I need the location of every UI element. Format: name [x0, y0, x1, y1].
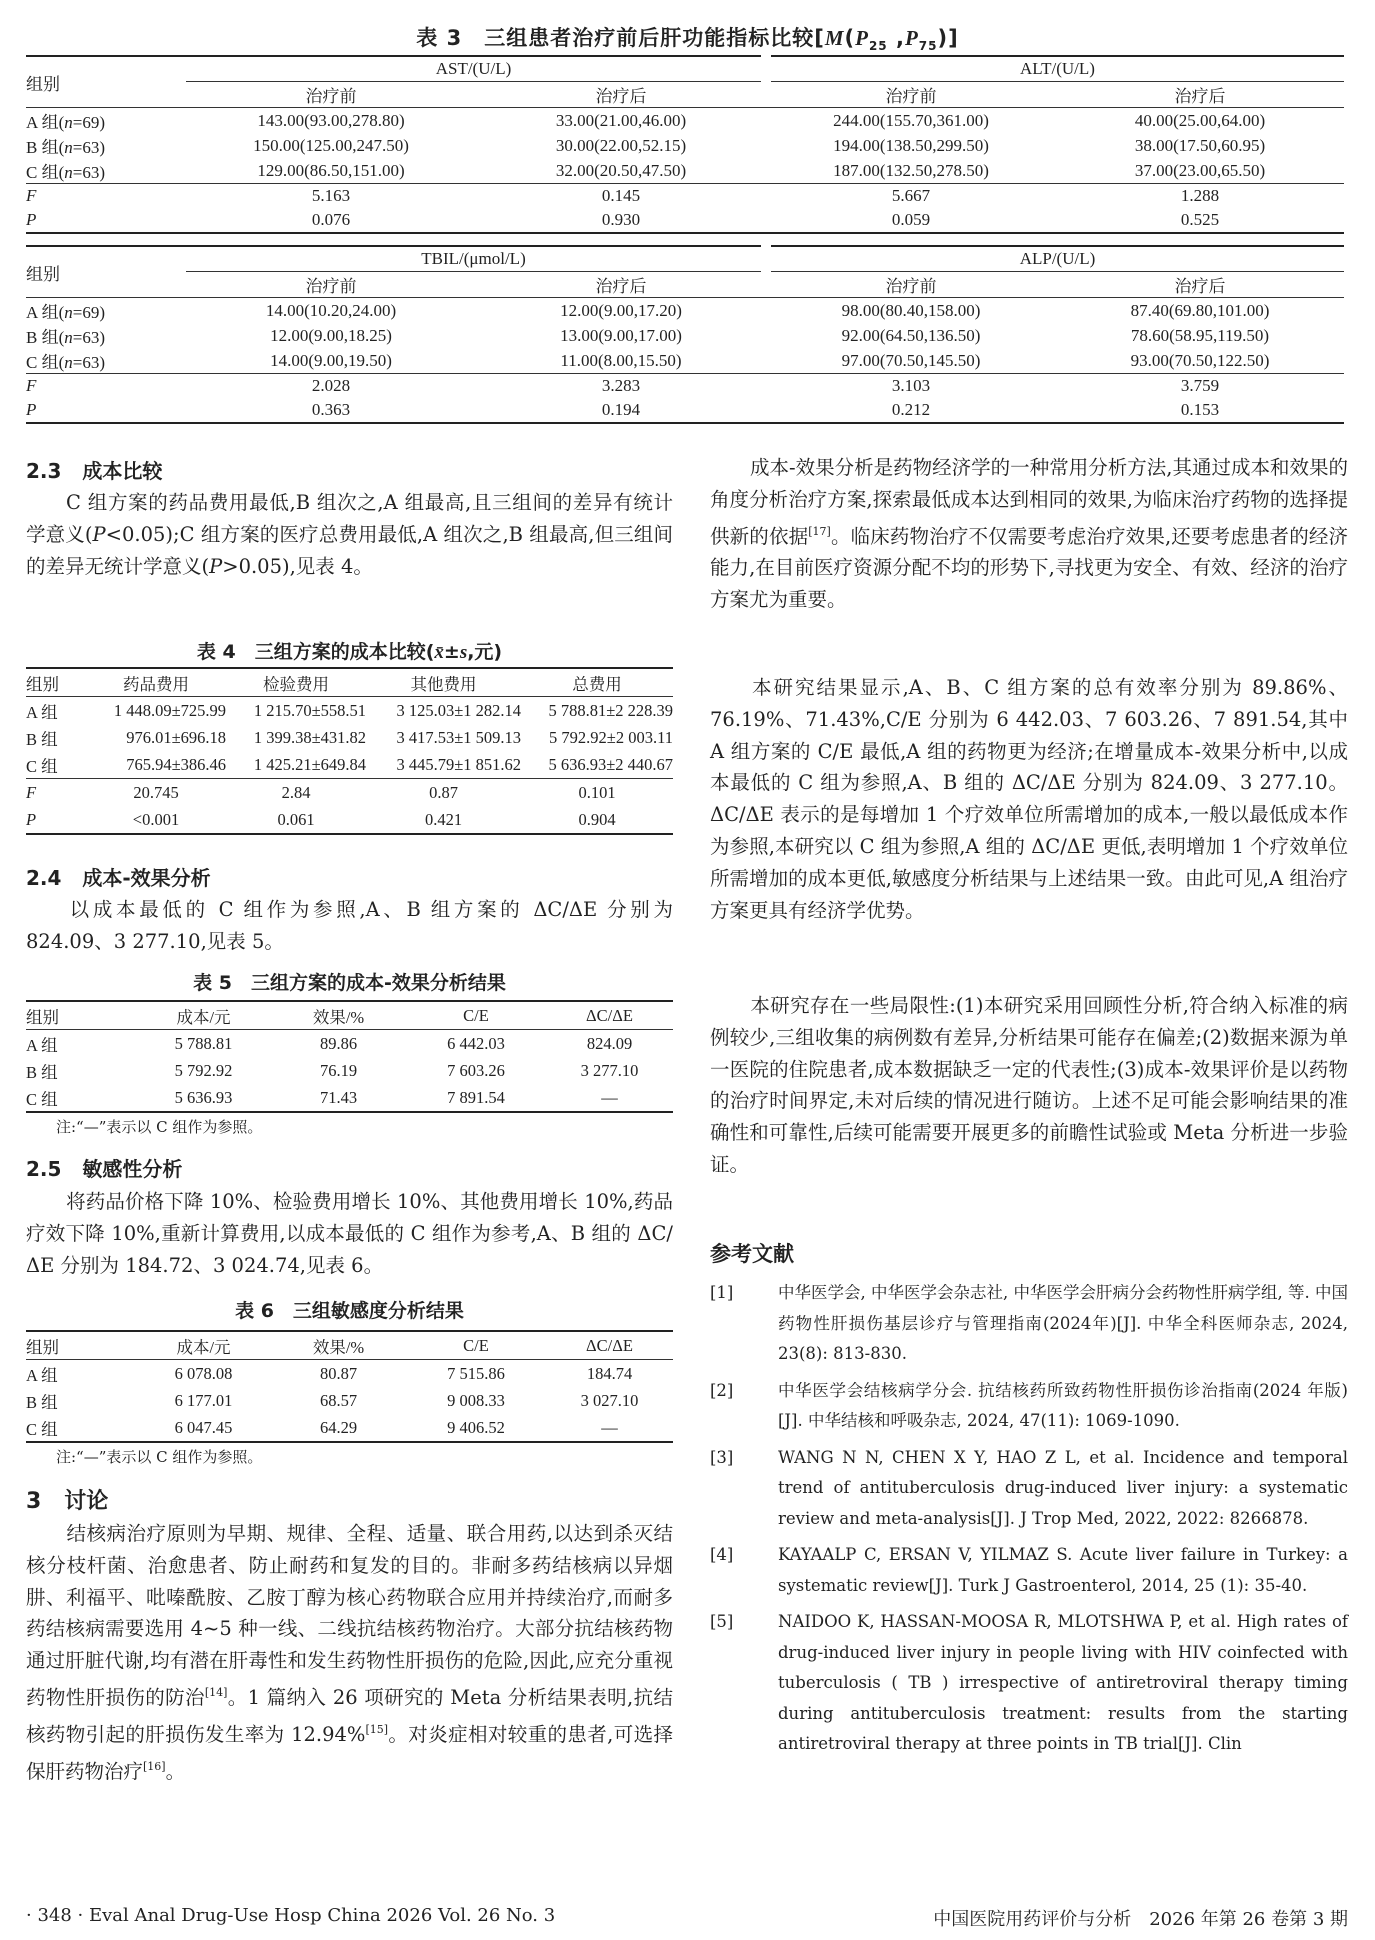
cell: 0.421 [424, 809, 463, 829]
cell: 9 406.52 [447, 1417, 505, 1437]
cell: 187.00(132.50,278.50) [833, 160, 989, 180]
cell: 14.00(10.20,24.00) [265, 300, 397, 320]
cell: — [601, 1087, 618, 1107]
cell: 3.759 [1180, 376, 1220, 395]
cell: 0.059 [891, 210, 931, 229]
cell: 2.84 [281, 782, 311, 802]
cell: 6 177.01 [174, 1390, 233, 1410]
cell: 0.363 [311, 400, 351, 419]
table5 [26, 1000, 673, 1113]
row-label: F [26, 782, 37, 802]
row-label: B 组 [26, 1062, 58, 1082]
table-row [26, 724, 673, 751]
metric-header: TBIL/(μmol/L) [186, 246, 766, 272]
cell: 1 215.70±558.51 [253, 700, 366, 720]
table-row [26, 1084, 673, 1112]
group-header: 组别 [26, 264, 60, 284]
citation: [17] [808, 524, 831, 538]
row-label: A 组(n=69) [26, 303, 105, 322]
table3-block1 [26, 55, 1344, 234]
cell: 0.145 [601, 186, 641, 205]
table-row [26, 1387, 673, 1414]
table5-note: 注:“—”表示以 C 组作为参照。 [56, 1118, 263, 1136]
cell: 40.00(25.00,64.00) [1134, 110, 1266, 130]
cell: <0.001 [132, 809, 180, 829]
cell: 5.163 [311, 186, 351, 205]
section-2-3-heading: 2.3 成本比较 [26, 459, 163, 483]
stat-row [26, 374, 1344, 399]
discussion-paragraph-3: 本研究存在一些局限性:(1)本研究采用回顾性分析,符合纳入标准的病例较少,三组收集的病例数有差异,分析结果可能存在偏差;(2)数据来源为单一医院的住院患者,成本数据缺乏一定的代表性;(3)成本-效果评价是以药物的治疗时间界定,未对后续的情况进行随访。上述不足可能会影响结果的准确性和可靠性,后续可能需要开展更多的前瞻性试验或 Meta 分析进一步验证。 [710, 994, 1348, 1176]
cell: 64.29 [319, 1417, 358, 1437]
metric-header: ALT/(U/L) [766, 56, 1344, 82]
table-row [26, 1057, 673, 1084]
table6-note: 注:“—”表示以 C 组作为参照。 [56, 1448, 263, 1466]
cell: 78.60(58.95,119.50) [1130, 325, 1270, 345]
sub-header: 治疗后 [1174, 277, 1226, 296]
row-label: F [26, 186, 37, 205]
cell: 93.00(70.50,122.50) [1130, 350, 1270, 370]
column-header: 组别 [26, 1337, 59, 1357]
row-label: P [26, 210, 37, 229]
column-header: 总费用 [572, 674, 622, 694]
cell: 3.103 [891, 376, 931, 395]
row-label: B 组(n=63) [26, 328, 105, 347]
row-label: P [26, 809, 37, 829]
row-label: C 组 [26, 756, 58, 776]
stat-row [26, 208, 1344, 233]
cell: 184.74 [586, 1363, 633, 1383]
section-2-4-paragraph: 以成本最低的 C 组作为参照,A、B 组方案的 ΔC/ΔE 分别为 824.09、3 277.10,见表 5。 [26, 898, 673, 953]
table4-title: 表 4 三组方案的成本比较(x̄±s,元) [196, 641, 503, 663]
cell: 5 792.92 [174, 1060, 233, 1080]
cell: 0.061 [277, 809, 315, 829]
cell: 244.00(155.70,361.00) [833, 110, 989, 130]
cell: 194.00(138.50,299.50) [833, 135, 989, 155]
cell: 37.00(23.00,65.50) [1134, 160, 1266, 180]
table5-title: 表 5 三组方案的成本-效果分析结果 [193, 972, 506, 994]
metric-header: ALP/(U/L) [766, 246, 1344, 272]
reference-item: [3] WANG N N, CHEN X Y, HAO Z L, et al. Incidence and temporal trend of antituberculosis drug-induced liver injury: a systematic review and meta-analysis[J]. J Trop Med, 2022, 2022: 8266878. [710, 1447, 1348, 1528]
table-row [26, 298, 1344, 324]
discussion-paragraph-2: 本研究结果显示,A、B、C 组方案的总有效率分别为 89.86%、76.19%、71.43%,C/E 分别为 6 442.03、7 603.26、7 891.54,其中 A 组方案的 C/E 最低,A 组的药物更为经济;在增量成本-效果分析中,以成本最低的 C 组为参照,A、B 组的 ΔC/ΔE 分别为 824.09、3 277.10。ΔC/ΔE 表示的是每增加 1 个疗效单位所需增加的成本,一般以最低成本作为参照,本研究以 C 组为参照,A 组的 ΔC/ΔE 更低,表明增加 1 个疗效单位所需增加的成本更低,敏感度分析结果与上述结果一致。由此可见,A 组治疗方案更具有经济学优势。 [710, 676, 1348, 922]
cell: 12.00(9.00,17.20) [560, 300, 682, 320]
section-3-paragraph: 结核病治疗原则为早期、规律、全程、适量、联合用药,以达到杀灭结核分枝杆菌、治愈患者、防止耐药和复发的目的。非耐多药结核病以异烟肼、利福平、吡嗪酰胺、乙胺丁醇为核心药物联合应用并持续治疗,而耐多药结核病需要选用 4~5 种一线、二线抗结核药物治疗。大部分抗结核药物通过肝脏代谢,均有潜在肝毒性和发生药物性肝损伤的危险,因此,应充分重视药物性肝损伤的防治[14]。1 篇纳入 26 项研究的 Meta 分析结果表明,抗结核药物引起的肝损伤发生率为 12.94%[15]。对炎症相对较重的患者,可选择保肝药物治疗[16]。 [26, 1522, 673, 1783]
cell: 87.40(69.80,101.00) [1130, 300, 1270, 320]
cell: 30.00(22.00,52.15) [555, 135, 687, 155]
stat-row [26, 806, 673, 834]
sub-header: 治疗后 [595, 87, 647, 106]
cell: 14.00(9.00,19.50) [270, 350, 392, 370]
column-header: 组别 [26, 1007, 59, 1027]
cell: 3 277.10 [580, 1060, 639, 1080]
reference-list [710, 1278, 1348, 1760]
cell: 976.01±696.18 [126, 727, 226, 747]
cell: 32.00(20.50,47.50) [555, 160, 687, 180]
column-header: 成本/元 [176, 1007, 231, 1027]
cell: 7 515.86 [447, 1363, 505, 1383]
citation: [16] [143, 1759, 166, 1773]
section-2-4-heading: 2.4 成本-效果分析 [26, 866, 211, 890]
row-label: B 组(n=63) [26, 138, 105, 157]
row-label: C 组 [26, 1419, 58, 1439]
table6-title: 表 6 三组敏感度分析结果 [235, 1300, 464, 1322]
cell: 7 891.54 [447, 1087, 505, 1107]
table3-block2 [26, 245, 1344, 424]
cell: 129.00(86.50,151.00) [257, 160, 405, 180]
cell: 5 636.93 [174, 1087, 233, 1107]
column-header: 其他费用 [410, 674, 477, 694]
section-2-5-heading: 2.5 敏感性分析 [26, 1157, 183, 1181]
cell: 71.43 [319, 1087, 358, 1107]
cell: 7 603.26 [447, 1060, 505, 1080]
sub-header: 治疗后 [595, 277, 647, 296]
cell: 5 788.81±2 228.39 [548, 700, 673, 720]
row-label: F [26, 376, 37, 395]
cell: 9 008.33 [447, 1390, 505, 1410]
cell: 5 788.81 [174, 1033, 233, 1053]
cell: 150.00(125.00,247.50) [253, 135, 409, 155]
cell: 143.00(93.00,278.80) [257, 110, 405, 130]
cell: 6 047.45 [174, 1417, 233, 1437]
metric-header: AST/(U/L) [186, 56, 766, 82]
section-3-heading: 3 讨论 [26, 1489, 109, 1514]
group-header: 组别 [26, 74, 60, 94]
column-header: C/E [463, 1335, 489, 1355]
footer-right: 中国医院用药评价与分析 2026 年第 26 卷第 3 期 [933, 1909, 1348, 1930]
cell: 0.101 [578, 782, 616, 802]
discussion-paragraph-1: 成本-效果分析是药物经济学的一种常用分析方法,其通过成本和效果的角度分析治疗方案,探索最低成本达到相同的效果,为临床治疗药物的选择提供新的依据[17]。临床药物治疗不仅需要考虑治疗效果,还要考虑患者的经济能力,在目前医疗资源分配不均的形势下,寻找更为安全、有效、经济的治疗方案尤为重要。 [710, 456, 1348, 612]
table6 [26, 1330, 673, 1443]
column-header: 效果/% [312, 1337, 365, 1357]
column-header: ΔC/ΔE [586, 1335, 633, 1355]
cell: 0.076 [311, 210, 351, 229]
table-row [26, 1030, 673, 1058]
table-row [26, 1414, 673, 1442]
row-label: B 组 [26, 1392, 58, 1412]
cell: 0.194 [601, 400, 641, 419]
cell: 92.00(64.50,136.50) [841, 325, 981, 345]
cell: 33.00(21.00,46.00) [555, 110, 687, 130]
row-label: B 组 [26, 729, 58, 749]
sub-header: 治疗前 [885, 87, 937, 106]
cell: 3 445.79±1 851.62 [396, 754, 521, 774]
cell: 3 027.10 [580, 1390, 639, 1410]
cell: 0.212 [891, 400, 931, 419]
reference-item: [1] 中华医学会, 中华医学会杂志社, 中华医学会肝病分会药物性肝病学组, 等. 中国药物性肝损伤基层诊疗与管理指南(2024年)[J]. 中华全科医师杂志, 2024, 23(8): 813-830. [710, 1283, 1348, 1363]
cell: 5.667 [891, 186, 931, 205]
cell: 12.00(9.00,18.25) [270, 325, 392, 345]
stat-row [26, 398, 1344, 423]
cell: 3 417.53±1 509.13 [396, 727, 521, 747]
cell: 38.00(17.50,60.95) [1134, 135, 1266, 155]
cell: 13.00(9.00,17.00) [560, 325, 682, 345]
citation: [15] [365, 1722, 389, 1736]
cell: 68.57 [319, 1390, 358, 1410]
row-label: A 组(n=69) [26, 113, 105, 132]
cell: 3.283 [601, 376, 641, 395]
column-header: 成本/元 [176, 1337, 231, 1357]
column-header: 组别 [26, 674, 59, 694]
cell: 89.86 [319, 1033, 358, 1053]
row-label: C 组 [26, 1089, 58, 1109]
cell: 76.19 [319, 1060, 358, 1080]
cell: 824.09 [586, 1033, 633, 1053]
section-2-3-paragraph: C 组方案的药品费用最低,B 组次之,A 组最高,且三组间的差异有统计学意义(P<0.05);C 组方案的医疗总费用最低,A 组次之,B 组最高,但三组间的差异无统计学意义(P>0.05),见表 4。 [26, 491, 673, 578]
table4 [26, 667, 673, 835]
table-row [26, 323, 1344, 348]
cell: 0.525 [1180, 210, 1220, 229]
column-header: ΔC/ΔE [586, 1005, 633, 1025]
cell: 765.94±386.46 [126, 754, 226, 774]
reference-item: [4] KAYAALP C, ERSAN V, YILMAZ S. Acute liver failure in Turkey: a systematic review[J]. Turk J Gastroenterol, 2014, 25 (1): 35-40. [710, 1545, 1348, 1595]
stat-row [26, 779, 673, 807]
row-label: C 组(n=63) [26, 353, 105, 372]
table-row [26, 751, 673, 779]
sub-header: 治疗后 [1174, 87, 1226, 106]
cell: 80.87 [319, 1363, 358, 1383]
cell: 1 448.09±725.99 [113, 700, 226, 720]
sub-header: 治疗前 [885, 277, 937, 296]
cell: 1.288 [1180, 186, 1220, 205]
stat-row [26, 184, 1344, 209]
cell: 5 792.92±2 003.11 [549, 727, 673, 747]
row-label: A 组 [26, 702, 58, 722]
cell: 20.745 [133, 782, 179, 802]
table-row [26, 1360, 673, 1388]
cell: — [601, 1417, 618, 1437]
reference-item: [2] 中华医学会结核病学分会. 抗结核药所致药物性肝损伤诊治指南(2024 年版)[J]. 中华结核和呼吸杂志, 2024, 47(11): 1069-1090. [710, 1380, 1348, 1430]
column-header: 检验费用 [263, 674, 329, 694]
cell: 3 125.03±1 282.14 [396, 700, 521, 720]
citation: [14] [204, 1685, 228, 1699]
table-row [26, 158, 1344, 184]
table-row [26, 348, 1344, 374]
table-row [26, 697, 673, 725]
row-label: A 组 [26, 1035, 58, 1055]
row-label: P [26, 400, 37, 419]
cell: 98.00(80.40,158.00) [841, 300, 981, 320]
sub-header: 治疗前 [305, 87, 357, 106]
footer-left: · 348 · Eval Anal Drug-Use Hosp China 2026 Vol. 26 No. 3 [26, 1905, 556, 1926]
cell: 2.028 [311, 376, 351, 395]
column-header: 效果/% [312, 1007, 365, 1027]
section-2-5-paragraph: 将药品价格下降 10%、检验费用增长 10%、其他费用增长 10%,药品疗效下降 10%,重新计算费用,以成本最低的 C 组作为参考,A、B 组的 ΔC/ΔE 分别为 184.72、3 024.74,见表 6。 [26, 1190, 673, 1277]
cell: 0.904 [578, 809, 616, 829]
cell: 6 442.03 [447, 1033, 505, 1053]
cell: 0.87 [429, 782, 458, 802]
reference-item: [5] NAIDOO K, HASSAN-MOOSA R, MLOTSHWA P, et al. High rates of drug-induced liver injury in people living with HIV coinfected with tuberculosis ( TB ) irrespective of antiretroviral therapy timing during antituberculosis treatment: results from the starting antiretroviral therapy at three points in TB trial[J]. Clin [710, 1612, 1348, 1753]
table-row [26, 133, 1344, 158]
column-header: C/E [463, 1005, 489, 1025]
cell: 5 636.93±2 440.67 [548, 754, 673, 774]
references-heading: 参考文献 [710, 1242, 794, 1266]
table-row [26, 108, 1344, 134]
cell: 11.00(8.00,15.50) [560, 350, 682, 370]
row-label: C 组(n=63) [26, 163, 105, 182]
sub-header: 治疗前 [305, 277, 357, 296]
table-header-row [26, 668, 673, 697]
row-label: A 组 [26, 1365, 58, 1385]
cell: 1 399.38±431.82 [253, 727, 366, 747]
cell: 1 425.21±649.84 [253, 754, 366, 774]
table3-title: 表 3 三组患者治疗前后肝功能指标比较[$M(P_{25}$ $,P_{75}$)] [416, 26, 959, 54]
cell: 0.930 [601, 210, 641, 229]
cell: 0.153 [1180, 400, 1220, 419]
cell: 97.00(70.50,145.50) [841, 350, 981, 370]
column-header: 药品费用 [123, 674, 189, 694]
cell: 6 078.08 [174, 1363, 233, 1383]
